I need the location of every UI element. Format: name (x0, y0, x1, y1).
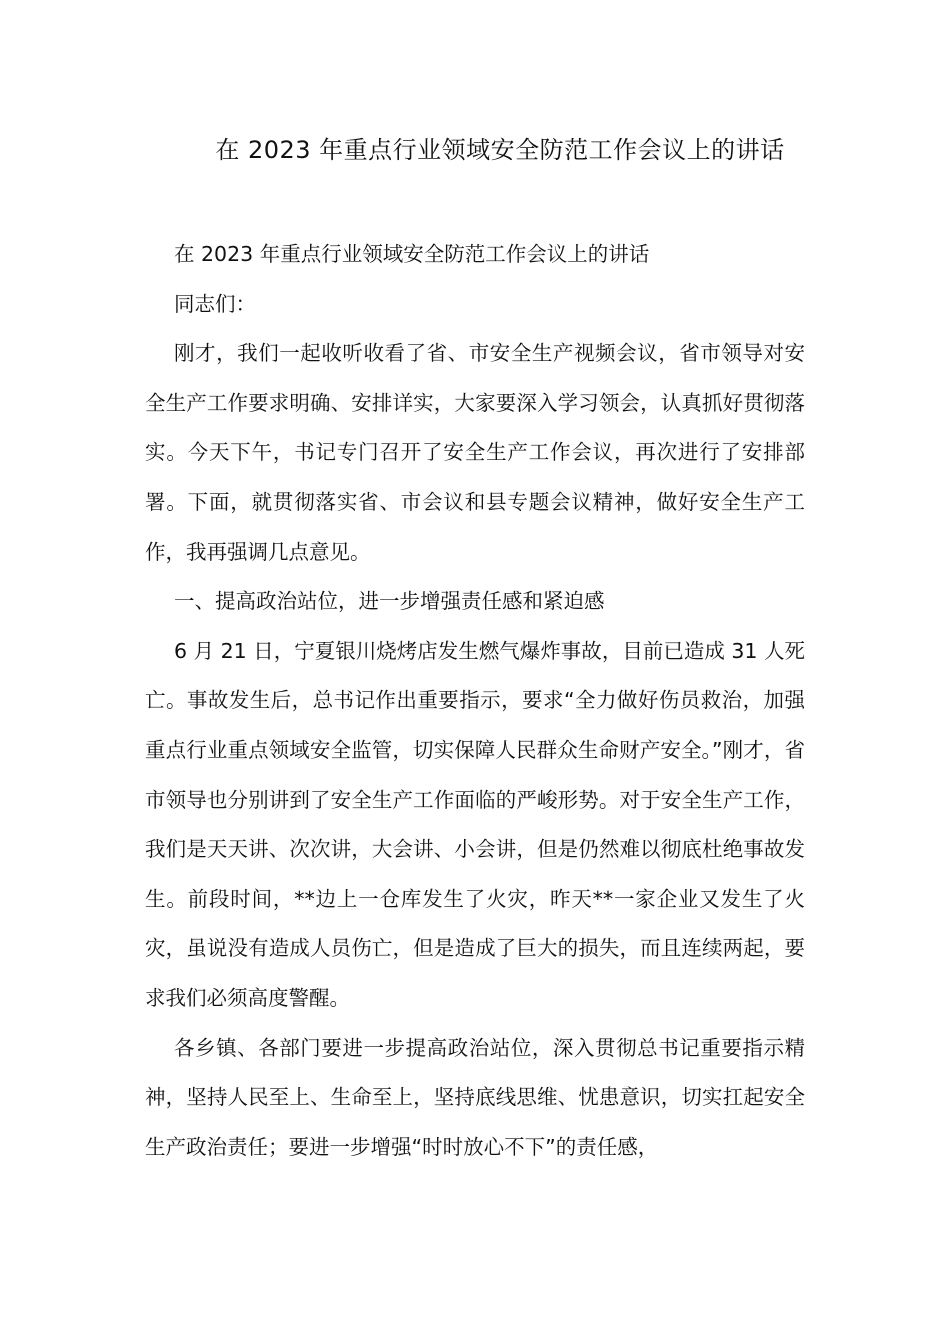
document-title: 在 2023 年重点行业领域安全防范工作会议上的讲话 (215, 136, 785, 164)
paragraph-salutation: 同志们： (174, 291, 256, 316)
paragraph-intro: 刚才，我们一起收听收看了省、市安全生产视频会议，省市领导对安全生产工作要求明确、安排详实，大家要深入学习领会，认真抓好贯彻落实。今天下午，书记专门召开了安全生产工作会议，再次进行了安排部署。下面，就贯彻落实省、市会议和县专题会议精神，做好安全生产工作，我再强调几点意见。 (145, 341, 805, 564)
paragraph-requirements: 各乡镇、各部门要进一步提高政治站位，深入贯彻总书记重要指示精神，坚持人民至上、生命至上，坚持底线思维、忧患意识，切实扛起安全生产政治责任；要进一步增强“时时放心不下”的责任感， (145, 1035, 805, 1159)
document-body (145, 230, 805, 1172)
paragraph-incident: 6 月 21 日，宁夏银川烧烤店发生燃气爆炸事故，目前已造成 31 人死亡。事故发生后，总书记作出重要指示，要求“全力做好伤员救治，加强重点行业重点领域安全监管，切实保障人民群众生命财产安全。”刚才，省市领导也分别讲到了安全生产工作面临的严峻形势。对于安全生产工作，我们是天天讲、次次讲，大会讲、小会讲，但是仍然难以彻底杜绝事故发生。前段时间，**边上一仓库发生了火灾，昨天**一家企业又发生了火灾，虽说没有造成人员伤亡，但是造成了巨大的损失，而且连续两起，要求我们必须高度警醒。 (145, 638, 805, 1010)
paragraph-subtitle: 在 2023 年重点行业领域安全防范工作会议上的讲话 (174, 242, 650, 266)
section-heading-1: 一、提高政治站位，进一步增强责任感和紧迫感 (174, 589, 605, 614)
